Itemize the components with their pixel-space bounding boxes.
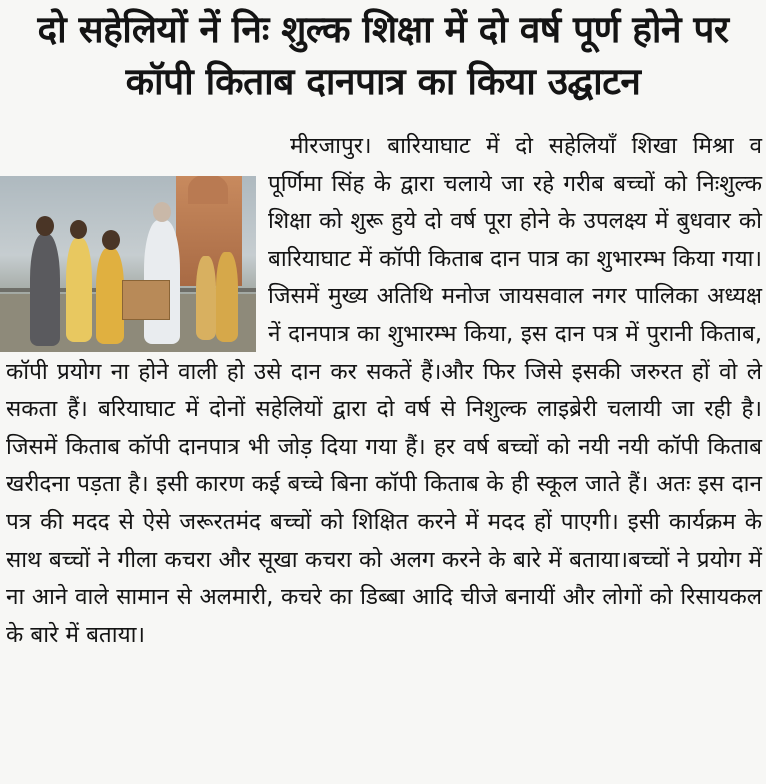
news-photo: [0, 176, 256, 352]
child-head: [102, 230, 120, 250]
person-figure: [216, 252, 238, 342]
headline: [0, 0, 766, 110]
person-figure: [30, 234, 60, 346]
donation-box: [122, 280, 170, 320]
person-figure: [196, 256, 216, 340]
article-body: [6, 128, 762, 654]
headline-line-1: दो सहेलियों नें निः शुल्क शिक्षा में दो वर्ष पूर्ण होने पर: [37, 8, 729, 51]
child-figure: [96, 248, 124, 344]
person-head: [36, 216, 54, 236]
chief-guest-head: [153, 202, 171, 222]
person-figure: [66, 238, 92, 342]
headline-line-2: कॉपी किताब दानपात्र का किया उद्घाटन: [125, 60, 641, 103]
article-text: मीरजापुर। बारियाघाट में दो सहेलियाँ शिखा मिश्रा व पूर्णिमा सिंह के द्वारा चलाये जा रहे गरीब बच्चों को निःशुल्क शिक्षा को शुरू हुये दो वर्ष पूरा होने के उपलक्ष्य में बुधवार को बारियाघाट में कॉपी किताब दान पात्र का शुभारम्भ किया गया। जिसमें मुख्य अतिथि मनोज जायसवाल नगर पालिका अध्यक्ष नें दानपात्र का शुभारम्भ किया, इस दान पत्र में पुरानी किताब, कॉपी प्रयोग ना होने वाली हो उसे दान कर सकतें हैं।और फिर जिसे इसकी जरुरत हों वो ले सकता हैं। बरियाघाट में दोनों सहेलियों द्वारा दो वर्ष से निशुल्क लाइब्रेरी चलायी जा रही है। जिसमें किताब कॉपी दानपात्र भी जोड़ दिया गया हैं। हर वर्ष बच्चों को नयी नयी कॉपी किताब खरीदना पड़ता है। इसी कारण कई बच्चे बिना कॉपी किताब के ही स्कूल जाते हैं। अतः इस दान पत्र की मदद से ऐसे जरूरतमंद बच्चों को शिक्षित करने में मदद हों पाएगी। इसी कार्यक्रम के साथ बच्चों ने गीला कचरा और सूखा कचरा को अलग करने के बारे में बताया।बच्चों ने प्रयोग में ना आने वाले सामान से अलमारी, कचरे का डिब्बा आदि चीजे बनायीं और लोगों को रिसायकल के बारे में बताया।: [6, 133, 762, 648]
person-head: [70, 220, 87, 239]
